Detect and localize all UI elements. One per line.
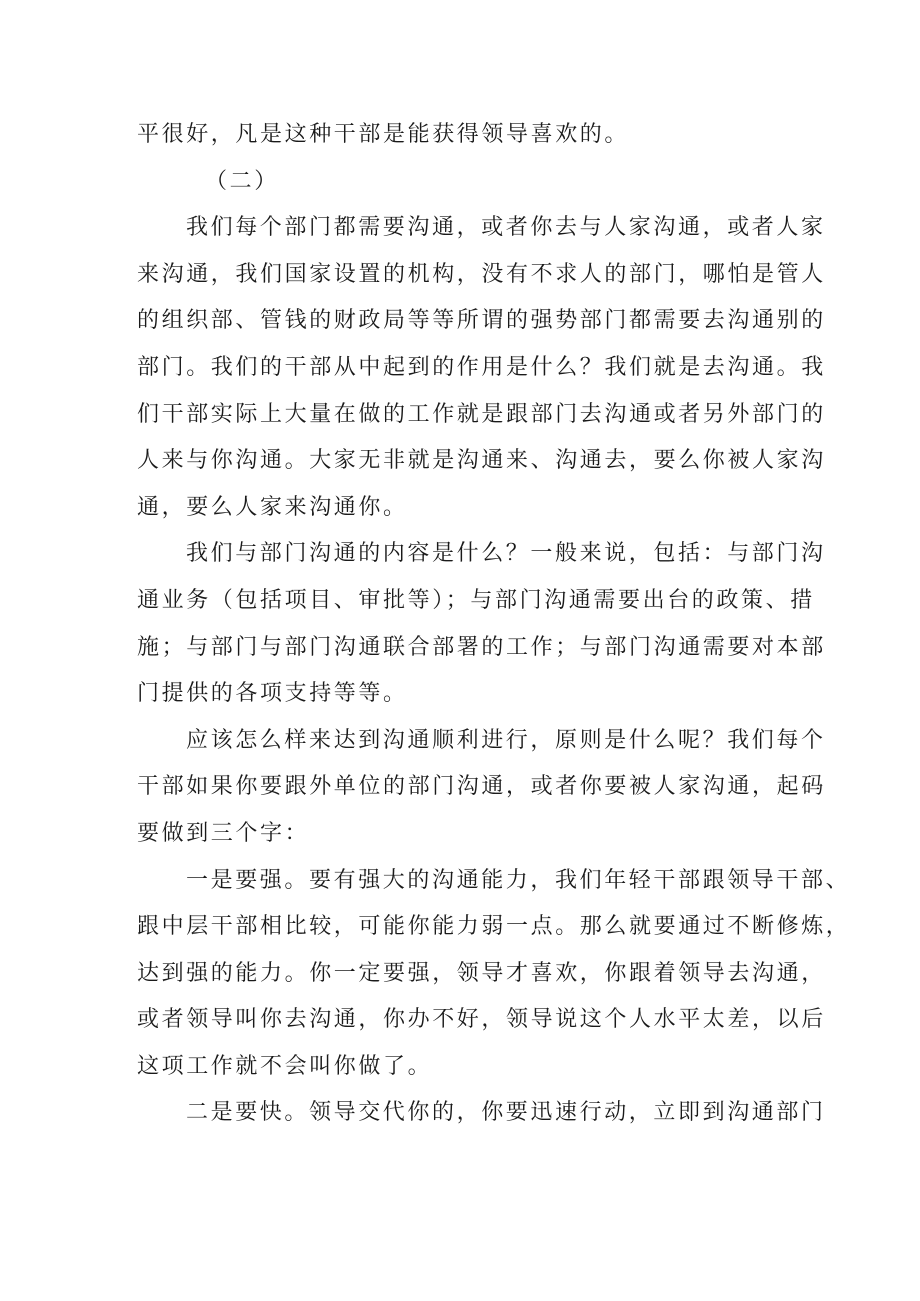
text-line: 我们与部门沟通的内容是什么？一般来说，包括：与部门沟 bbox=[186, 541, 826, 567]
text-line: 的组织部、管钱的财政局等等所谓的强势部门都需要去沟通别的 bbox=[137, 308, 826, 334]
text-line: 要做到三个字： bbox=[137, 820, 310, 846]
text-line: 一是要强。要有强大的沟通能力，我们年轻干部跟领导干部、 bbox=[186, 867, 851, 893]
text-line: 我们每个部门都需要沟通，或者你去与人家沟通，或者人家 bbox=[186, 215, 826, 241]
text-line: 通，要么人家来沟通你。 bbox=[137, 494, 408, 520]
text-line: 施；与部门与部门沟通联合部署的工作；与部门沟通需要对本部 bbox=[137, 634, 826, 660]
section-heading: （二） bbox=[205, 168, 279, 194]
text-line: 们干部实际上大量在做的工作就是跟部门去沟通或者另外部门的 bbox=[137, 401, 826, 427]
text-line: 门提供的各项支持等等。 bbox=[137, 681, 408, 707]
text-line: 人来与你沟通。大家无非就是沟通来、沟通去，要么你被人家沟 bbox=[137, 448, 826, 474]
text-line: 这项工作就不会叫你做了。 bbox=[137, 1053, 433, 1079]
text-line: 达到强的能力。你一定要强，领导才喜欢，你跟着领导去沟通， bbox=[137, 960, 826, 986]
text-line: 二是要快。领导交代你的，你要迅速行动，立即到沟通部门 bbox=[186, 1100, 826, 1126]
text-line: 应该怎么样来达到沟通顺利进行，原则是什么呢？我们每个 bbox=[186, 727, 826, 753]
text-line: 通业务（包括项目、审批等）；与部门沟通需要出台的政策、措 bbox=[137, 587, 815, 613]
text-line: 部门。我们的干部从中起到的作用是什么？我们就是去沟通。我 bbox=[137, 354, 826, 380]
text-line: 平很好，凡是这种干部是能获得领导喜欢的。 bbox=[137, 122, 630, 147]
text-line: 跟中层干部相比较，可能你能力弱一点。那么就要通过不断修炼， bbox=[137, 914, 851, 940]
text-line: 干部如果你要跟外单位的部门沟通，或者你要被人家沟通，起码 bbox=[137, 774, 826, 800]
text-line: 来沟通，我们国家设置的机构，没有不求人的部门，哪怕是管人 bbox=[137, 261, 826, 287]
text-line: 或者领导叫你去沟通，你办不好，领导说这个人水平太差，以后 bbox=[137, 1007, 826, 1033]
document-body bbox=[137, 112, 851, 1137]
